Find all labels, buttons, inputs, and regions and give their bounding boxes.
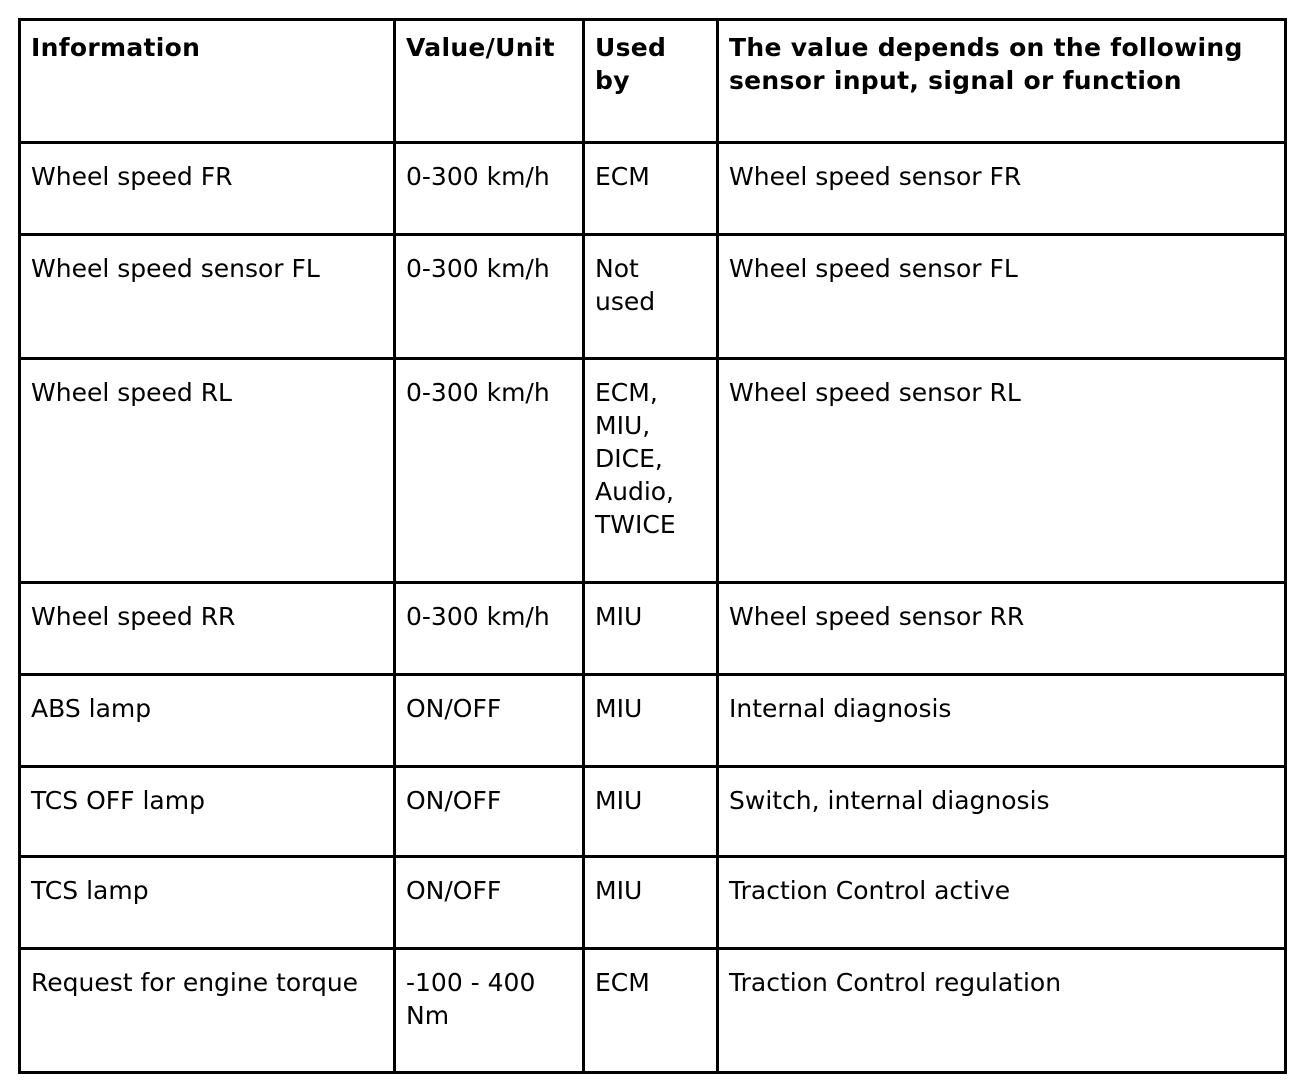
cell-depends-on: Wheel speed sensor RL [718, 359, 1286, 583]
header-depends-on: The value depends on the following sensor input, signal or function [718, 20, 1286, 143]
cell-depends-on: Switch, internal diagnosis [718, 767, 1286, 857]
cell-information: Wheel speed sensor FL [20, 235, 395, 359]
cell-value-unit: 0-300 km/h [395, 583, 584, 675]
cell-information: ABS lamp [20, 675, 395, 767]
cell-value-unit: ON/OFF [395, 767, 584, 857]
cell-depends-on: Traction Control active [718, 857, 1286, 949]
table-row [20, 583, 1286, 675]
cell-information: Wheel speed RR [20, 583, 395, 675]
cell-used-by: Not used [584, 235, 718, 359]
table-row [20, 359, 1286, 583]
cell-information: Request for engine torque [20, 949, 395, 1073]
cell-value-unit: 0-300 km/h [395, 359, 584, 583]
cell-depends-on: Wheel speed sensor FL [718, 235, 1286, 359]
cell-value-unit: -100 - 400 Nm [395, 949, 584, 1073]
cell-depends-on: Traction Control regulation [718, 949, 1286, 1073]
cell-value-unit: 0-300 km/h [395, 235, 584, 359]
cell-used-by: MIU [584, 583, 718, 675]
cell-depends-on: Internal diagnosis [718, 675, 1286, 767]
header-used-by: Used by [584, 20, 718, 143]
cell-information: TCS lamp [20, 857, 395, 949]
header-information: Information [20, 20, 395, 143]
cell-used-by: MIU [584, 767, 718, 857]
cell-information: TCS OFF lamp [20, 767, 395, 857]
cell-value-unit: ON/OFF [395, 675, 584, 767]
table-row [20, 857, 1286, 949]
table-header-row [20, 20, 1286, 143]
cell-used-by: MIU [584, 675, 718, 767]
cell-value-unit: 0-300 km/h [395, 143, 584, 235]
cell-depends-on: Wheel speed sensor RR [718, 583, 1286, 675]
cell-used-by: ECM [584, 143, 718, 235]
cell-used-by: ECM, MIU, DICE, Audio, TWICE [584, 359, 718, 583]
table-row [20, 767, 1286, 857]
cell-information: Wheel speed FR [20, 143, 395, 235]
table-row [20, 675, 1286, 767]
cell-used-by: ECM [584, 949, 718, 1073]
cell-information: Wheel speed RL [20, 359, 395, 583]
cell-depends-on: Wheel speed sensor FR [718, 143, 1286, 235]
table-row [20, 235, 1286, 359]
signal-info-table [18, 18, 1287, 1074]
cell-used-by: MIU [584, 857, 718, 949]
header-value-unit: Value/Unit [395, 20, 584, 143]
table-row [20, 143, 1286, 235]
cell-value-unit: ON/OFF [395, 857, 584, 949]
table-row [20, 949, 1286, 1073]
